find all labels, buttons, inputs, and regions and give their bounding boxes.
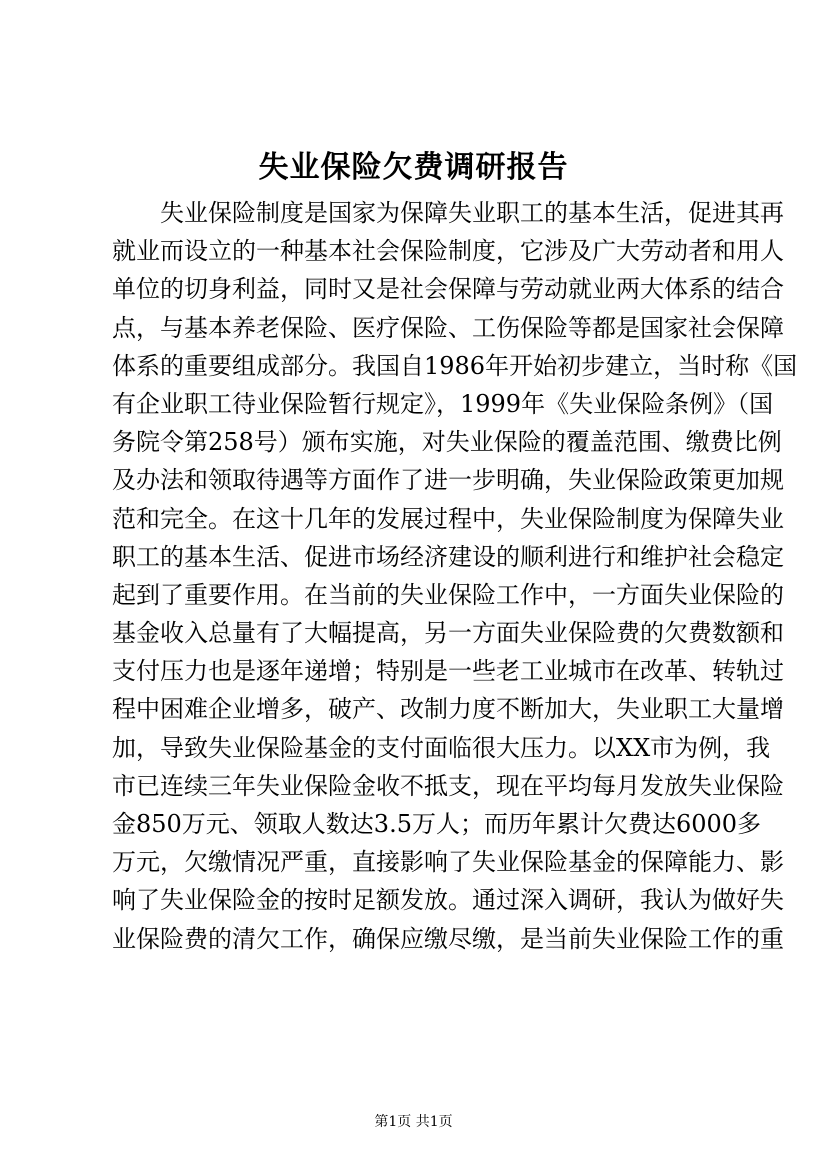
paragraph-line: 金850万元、领取人数达3.5万人；而历年累计欠费达6000多 [112, 810, 762, 838]
paragraph-line: 范和完全。在这十几年的发展过程中，失业保险制度为保障失业 [112, 504, 784, 533]
page-footer: 第1页 共1页 [374, 1114, 453, 1130]
paragraph-line: 体系的重要组成部分。我国自1986年开始初步建立，当时称《国 [112, 351, 798, 380]
paragraph-line: 万元，欠缴情况严重，直接影响了失业保险基金的保障能力、影 [112, 848, 784, 877]
paragraph-line: 业保险费的清欠工作，确保应缴尽缴，是当前失业保险工作的重 [112, 924, 784, 953]
paragraph-line: 起到了重要作用。在当前的失业保险工作中，一方面失业保险的 [112, 580, 784, 609]
paragraph-line: 响了失业保险金的按时足额发放。通过深入调研，我认为做好失 [112, 886, 784, 915]
paragraph-line: 职工的基本生活、促进市场经济建设的顺利进行和维护社会稳定 [112, 542, 784, 571]
body-paragraph [112, 194, 798, 958]
document-title: 失业保险欠费调研报告 [258, 150, 569, 185]
paragraph-line: 及办法和领取待遇等方面作了进一步明确，失业保险政策更加规 [112, 466, 784, 495]
paragraph-line: 单位的切身利益，同时又是社会保障与劳动就业两大体系的结合 [112, 275, 784, 304]
paragraph-line: 基金收入总量有了大幅提高，另一方面失业保险费的欠费数额和 [112, 619, 784, 648]
paragraph-line: 市已连续三年失业保险金收不抵支，现在平均每月发放失业保险 [112, 771, 784, 800]
paragraph-line: 失业保险制度是国家为保障失业职工的基本生活，促进其再 [160, 199, 784, 227]
paragraph-line: 支付压力也是逐年递增；特别是一些老工业城市在改革、转轨过 [112, 657, 784, 686]
paragraph-line: 有企业职工待业保险暂行规定》，1999年《失业保险条例》（国 [112, 389, 774, 418]
paragraph-line: 就业而设立的一种基本社会保险制度，它涉及广大劳动者和用人 [112, 237, 784, 266]
paragraph-line: 程中困难企业增多，破产、改制力度不断加大，失业职工大量增 [112, 695, 784, 724]
paragraph-line: 务院令第258号）颁布实施，对失业保险的覆盖范围、缴费比例 [112, 428, 782, 457]
paragraph-line: 点，与基本养老保险、医疗保险、工伤保险等都是国家社会保障 [112, 313, 784, 342]
paragraph-line: 加，导致失业保险基金的支付面临很大压力。以XX市为例，我 [112, 733, 771, 762]
